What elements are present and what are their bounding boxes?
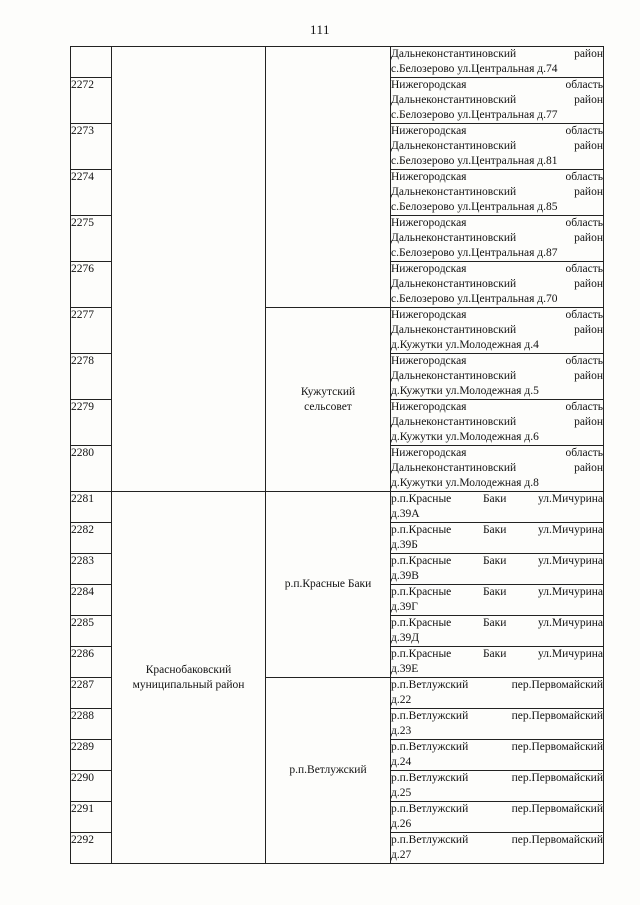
address-line: р.п.Красные Баки ул.Мичурина: [391, 524, 603, 536]
address-line: д.39Г: [391, 601, 418, 613]
address-line: д.Кужутки ул.Молодежная д.5: [391, 385, 539, 397]
address-line: р.п.Ветлужский пер.Первомайский: [391, 679, 603, 691]
row-number: 2278: [71, 354, 112, 400]
settlement-kuzhutsky: [266, 308, 391, 492]
address-cell: [391, 678, 604, 709]
address-line: Дальнеконстантиновский район: [391, 324, 603, 336]
address-line: д.23: [391, 725, 412, 737]
address-line: р.п.Ветлужский пер.Первомайский: [391, 772, 603, 784]
address-line: Нижегородская область: [391, 125, 603, 137]
address-line: р.п.Красные Баки ул.Мичурина: [391, 493, 603, 505]
row-number: 2292: [71, 833, 112, 864]
settlement-cell-empty: [266, 47, 391, 308]
row-number: 2285: [71, 616, 112, 647]
address-cell: [391, 492, 604, 523]
address-cell: [391, 833, 604, 864]
row-number: 2287: [71, 678, 112, 709]
address-line: р.п.Ветлужский пер.Первомайский: [391, 710, 603, 722]
row-number: [71, 47, 112, 78]
address-line: р.п.Ветлужский пер.Первомайский: [391, 803, 603, 815]
address-line: Дальнеконстантиновский район: [391, 232, 603, 244]
address-line: д.25: [391, 787, 412, 799]
address-line: Дальнеконстантиновский район: [391, 48, 603, 60]
address-line: Нижегородская область: [391, 217, 603, 229]
table-row: [71, 47, 604, 78]
row-number: 2272: [71, 78, 112, 124]
district-cell-empty: [112, 47, 266, 492]
address-line: Нижегородская область: [391, 355, 603, 367]
address-line: д.39Е: [391, 663, 419, 675]
address-cell: [391, 124, 604, 170]
address-cell: [391, 170, 604, 216]
district-krasnobakovsky: [112, 492, 266, 864]
row-number: 2273: [71, 124, 112, 170]
address-cell: [391, 78, 604, 124]
address-line: Нижегородская область: [391, 401, 603, 413]
address-line: д.24: [391, 756, 412, 768]
address-line: с.Белозерово ул.Центральная д.74: [391, 63, 558, 75]
settlement-type: сельсовет: [304, 400, 352, 413]
address-line: с.Белозерово ул.Центральная д.81: [391, 155, 558, 167]
address-line: Дальнеконстантиновский район: [391, 416, 603, 428]
address-line: р.п.Ветлужский пер.Первомайский: [391, 741, 603, 753]
address-cell: [391, 523, 604, 554]
settlement-krasnye-baki: р.п.Красные Баки: [266, 492, 391, 678]
page-number: 111: [309, 22, 331, 37]
address-cell: [391, 616, 604, 647]
address-cell: [391, 354, 604, 400]
address-line: р.п.Красные Баки ул.Мичурина: [391, 586, 603, 598]
address-cell: [391, 262, 604, 308]
address-line: Нижегородская область: [391, 79, 603, 91]
row-number: 2286: [71, 647, 112, 678]
address-line: Нижегородская область: [391, 309, 603, 321]
row-number: 2289: [71, 740, 112, 771]
row-number: 2279: [71, 400, 112, 446]
address-line: р.п.Красные Баки ул.Мичурина: [391, 648, 603, 660]
address-line: с.Белозерово ул.Центральная д.87: [391, 247, 558, 259]
address-line: д.27: [391, 849, 412, 861]
address-line: с.Белозерово ул.Центральная д.70: [391, 293, 558, 305]
district-type: муниципальный район: [132, 678, 245, 691]
address-cell: [391, 47, 604, 78]
address-cell: [391, 709, 604, 740]
address-line: Дальнеконстантиновский район: [391, 370, 603, 382]
address-line: р.п.Ветлужский пер.Первомайский: [391, 834, 603, 846]
address-line: Дальнеконстантиновский район: [391, 462, 603, 474]
address-line: д.39В: [391, 570, 419, 582]
address-cell: [391, 740, 604, 771]
row-number: 2275: [71, 216, 112, 262]
address-line: Дальнеконстантиновский район: [391, 94, 603, 106]
address-line: Нижегородская область: [391, 447, 603, 459]
address-line: д.26: [391, 818, 412, 830]
settlement-name: Кужутский: [300, 385, 356, 398]
row-number: 2276: [71, 262, 112, 308]
address-line: д.39Д: [391, 632, 420, 644]
row-number: 2284: [71, 585, 112, 616]
address-line: д.39А: [391, 508, 420, 520]
address-cell: [391, 802, 604, 833]
address-line: д.Кужутки ул.Молодежная д.4: [391, 339, 539, 351]
row-number: 2283: [71, 554, 112, 585]
address-line: Дальнеконстантиновский район: [391, 278, 603, 290]
address-cell: [391, 400, 604, 446]
address-line: р.п.Красные Баки ул.Мичурина: [391, 617, 603, 629]
row-number: 2281: [71, 492, 112, 523]
address-line: Дальнеконстантиновский район: [391, 140, 603, 152]
row-number: 2288: [71, 709, 112, 740]
address-line: д.39Б: [391, 539, 418, 551]
address-line: Нижегородская область: [391, 171, 603, 183]
district-name: Краснобаковский: [145, 663, 232, 676]
address-cell: [391, 554, 604, 585]
address-cell: [391, 446, 604, 492]
settlement-vetluzhsky: р.п.Ветлужский: [266, 678, 391, 864]
address-line: Дальнеконстантиновский район: [391, 186, 603, 198]
address-line: Нижегородская область: [391, 263, 603, 275]
address-line: с.Белозерово ул.Центральная д.77: [391, 109, 558, 121]
address-line: д.22: [391, 694, 412, 706]
address-cell: [391, 647, 604, 678]
address-cell: [391, 308, 604, 354]
row-number: 2282: [71, 523, 112, 554]
address-line: д.Кужутки ул.Молодежная д.8: [391, 477, 539, 489]
address-registry-table: [70, 46, 604, 864]
address-cell: [391, 216, 604, 262]
address-line: р.п.Красные Баки ул.Мичурина: [391, 555, 603, 567]
address-cell: [391, 585, 604, 616]
address-cell: [391, 771, 604, 802]
row-number: 2277: [71, 308, 112, 354]
row-number: 2291: [71, 802, 112, 833]
address-line: д.Кужутки ул.Молодежная д.6: [391, 431, 539, 443]
row-number: 2290: [71, 771, 112, 802]
table-row: [71, 492, 604, 523]
row-number: 2274: [71, 170, 112, 216]
address-line: с.Белозерово ул.Центральная д.85: [391, 201, 558, 213]
row-number: 2280: [71, 446, 112, 492]
